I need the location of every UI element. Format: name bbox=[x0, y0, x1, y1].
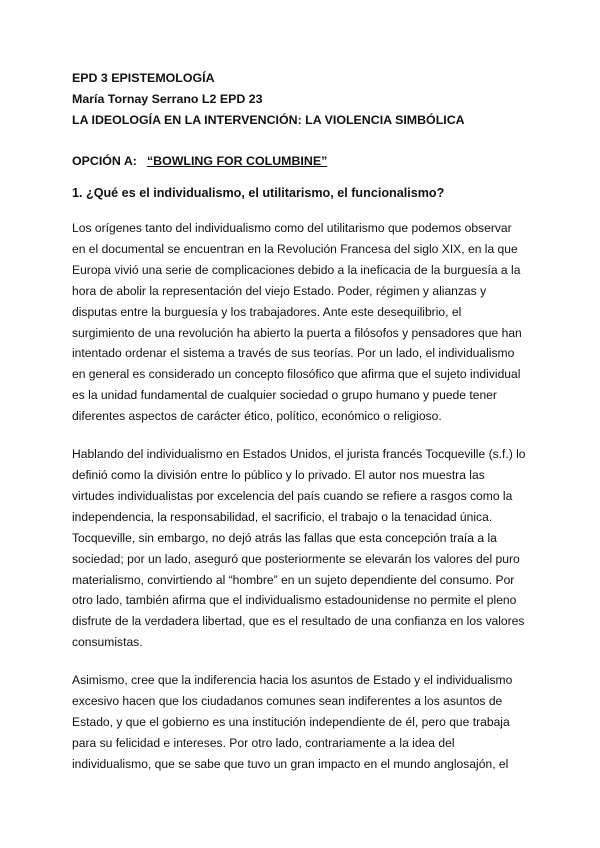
text-line: en el documental se encuentran en la Revolución Francesa del siglo XIX, en la que bbox=[72, 241, 518, 256]
text-line: disputas entre la burguesía y los trabajadores. Ante este desequilibrio, el bbox=[72, 304, 462, 319]
text-line: Asimismo, cree que la indiferencia hacia los asuntos de Estado y el individualismo bbox=[72, 673, 513, 688]
text-line: es la unidad fundamental de cualquier sociedad o grupo humano y puede tener bbox=[72, 388, 497, 403]
text-line: hora de abolir la representación del viejo Estado. Poder, régimen y alianzas y bbox=[72, 283, 487, 298]
text-line: definió como la división entre lo público y lo privado. El autor nos muestra las bbox=[72, 467, 485, 482]
text-line: sociedad; por un lado, aseguró que posteriormente se elevarán los valores del puro bbox=[72, 551, 520, 566]
author-line: María Tornay Serrano L2 EPD 23 bbox=[72, 92, 263, 106]
film-title: “BOWLING FOR COLUMBINE” bbox=[146, 154, 328, 168]
text-line: para su felicidad e intereses. Por otro lado, contrariamente a la idea del bbox=[72, 735, 455, 750]
text-line: Europa vivió una serie de complicaciones debido a la ineficacia de la burguesía a la bbox=[72, 262, 521, 277]
paragraph-2 bbox=[72, 444, 540, 653]
text-line: consumistas. bbox=[72, 635, 143, 650]
text-line: surgimiento de una revolución ha abierto la puerta a filósofos y pensadores que han bbox=[72, 325, 522, 340]
text-line: independencia, la responsabilidad, el sacrificio, el trabajo o la tenacidad única. bbox=[72, 509, 493, 524]
text-line: Estado, y que el gobierno es una institución independiente de él, pero que trabaja bbox=[72, 714, 510, 729]
text-line: materialismo, convirtiendo al “hombre” en un sujeto dependiente del consumo. Por bbox=[72, 572, 515, 587]
text-line: Hablando del individualismo en Estados Unidos, el jurista francés Tocqueville (s.f.) lo bbox=[72, 447, 526, 462]
question-heading: 1. ¿Qué es el individualismo, el utilitarismo, el funcionalismo? bbox=[72, 186, 445, 200]
text-line: intentado ordenar el sistema a través de sus teorías. Por un lado, el individualismo bbox=[72, 346, 515, 361]
document-title: LA IDEOLOGÍA EN LA INTERVENCIÓN: LA VIOLENCIA SIMBÓLICA bbox=[72, 113, 465, 127]
option-label: OPCIÓN A: bbox=[72, 154, 137, 168]
text-line: en general es considerado un concepto filosófico que afirma que el sujeto individual bbox=[72, 367, 521, 382]
text-line: excesivo hacen que los ciudadanos comunes sean indiferentes a los asuntos de bbox=[72, 694, 503, 709]
text-line: Tocqueville, sin embargo, no dejó atrás las fallas que esta concepción traía a la bbox=[72, 530, 497, 545]
option-heading bbox=[72, 151, 540, 172]
text-line: disfrute de la verdadera libertad, que es el resultado de una confianza en los valores bbox=[72, 614, 525, 629]
text-line: otro lado, también afirma que el individualismo estadounidense no permite el pleno bbox=[72, 593, 517, 608]
text-line: diferentes aspectos de carácter ético, político, económico o religioso. bbox=[72, 409, 442, 424]
course-line: EPD 3 EPISTEMOLOGÍA bbox=[72, 71, 215, 85]
paragraph-3 bbox=[72, 670, 540, 775]
text-line: virtudes individualistas por excelencia del país cuando se refiere a rasgos como la bbox=[72, 488, 513, 503]
paragraph-1 bbox=[72, 218, 540, 427]
text-line: Los orígenes tanto del individualismo como del utilitarismo que podemos observar bbox=[72, 221, 512, 235]
text-line: individualismo, que se sabe que tuvo un gran impacto en el mundo anglosajón, el bbox=[72, 756, 509, 771]
